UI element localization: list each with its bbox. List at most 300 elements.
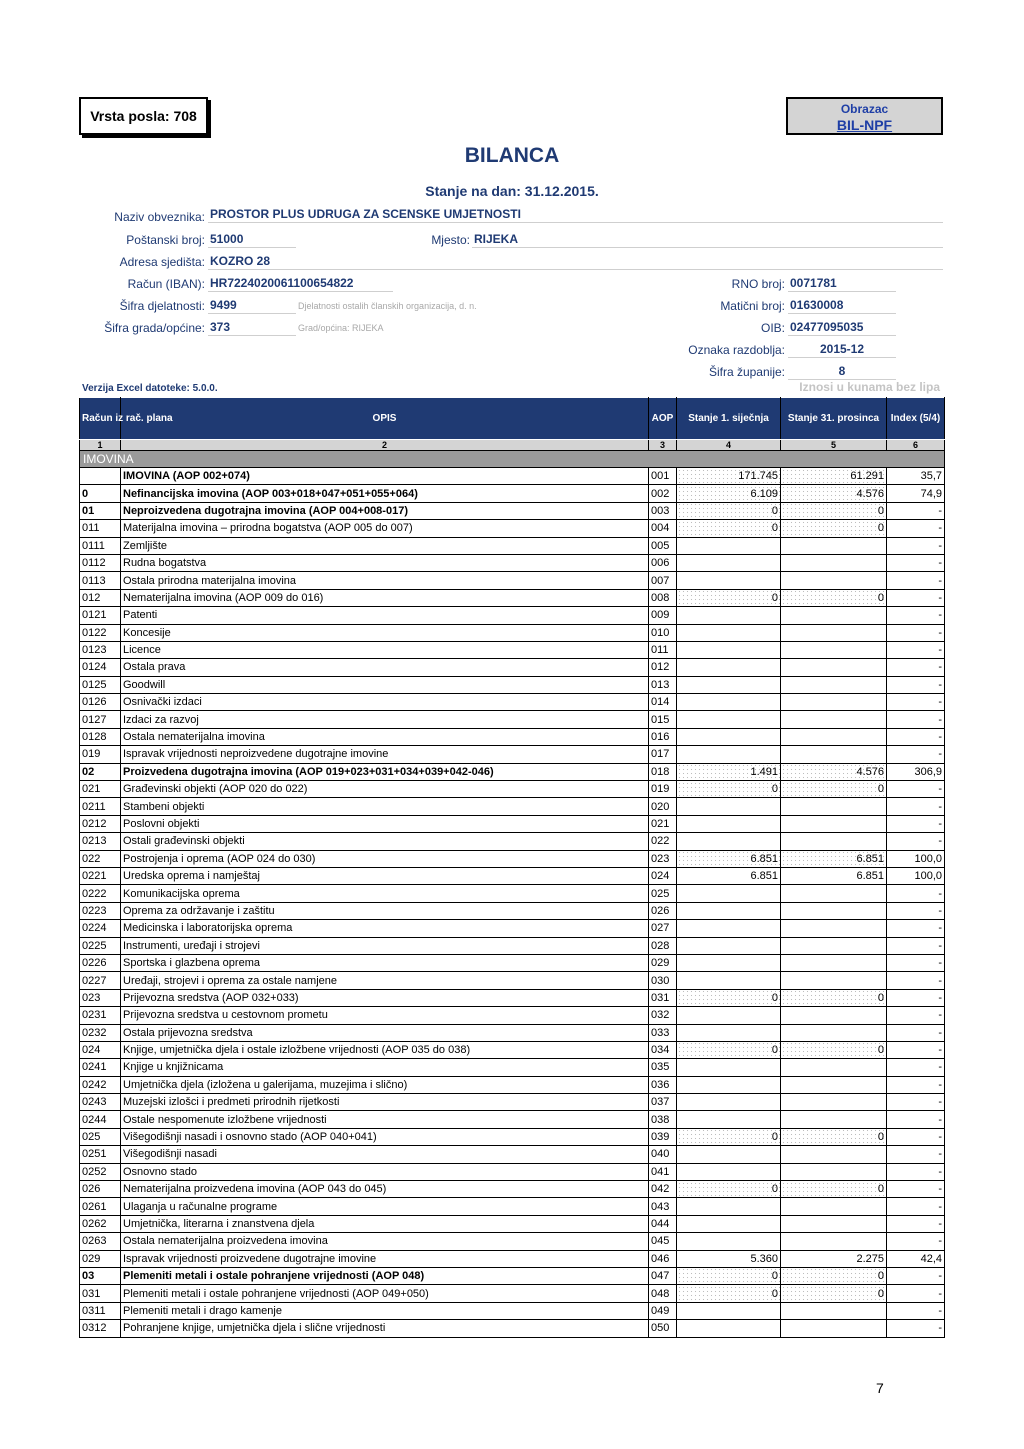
rno-field[interactable]: 0071781 xyxy=(788,275,896,292)
table-row xyxy=(80,624,945,641)
row-aop: 045 xyxy=(649,1233,677,1250)
row-code: 0242 xyxy=(80,1076,121,1093)
row-opis: Licence xyxy=(121,641,649,658)
row-stanje1[interactable]: 0 xyxy=(677,520,781,537)
row-index: - xyxy=(887,1024,945,1041)
row-aop: 030 xyxy=(649,972,677,989)
row-index: - xyxy=(887,502,945,519)
table-row xyxy=(80,1250,945,1267)
djelatnost-field[interactable]: 9499 xyxy=(208,297,296,314)
row-stanje1[interactable] xyxy=(677,833,781,850)
racun-field[interactable]: HR7224020061100654822 xyxy=(208,275,393,292)
row-index: - xyxy=(887,989,945,1006)
row-code: 0121 xyxy=(80,607,121,624)
row-index: - xyxy=(887,798,945,815)
row-stanje31[interactable] xyxy=(781,607,887,624)
row-stanje31[interactable]: 0 xyxy=(781,781,887,798)
row-opis: Prijevozna sredstva (AOP 032+033) xyxy=(121,989,649,1006)
adresa-label: Adresa sjedišta: xyxy=(119,255,205,269)
row-aop: 043 xyxy=(649,1198,677,1215)
row-code: 0124 xyxy=(80,659,121,676)
row-aop: 014 xyxy=(649,694,677,711)
row-index: - xyxy=(887,1007,945,1024)
row-stanje1[interactable] xyxy=(677,694,781,711)
row-stanje31[interactable] xyxy=(781,885,887,902)
naziv-field[interactable]: PROSTOR PLUS UDRUGA ZA SCENSKE UMJETNOSTI xyxy=(208,206,943,223)
colnum-4: 4 xyxy=(677,440,781,451)
row-stanje31[interactable]: 6.851 xyxy=(781,850,887,867)
row-stanje1[interactable] xyxy=(677,885,781,902)
row-stanje1[interactable] xyxy=(677,1233,781,1250)
row-stanje1[interactable]: 0 xyxy=(677,502,781,519)
row-opis: Ostali građevinski objekti xyxy=(121,833,649,850)
row-code: 0263 xyxy=(80,1233,121,1250)
row-code: 029 xyxy=(80,1250,121,1267)
row-stanje1[interactable]: 0 xyxy=(677,1128,781,1145)
row-opis: Koncesije xyxy=(121,624,649,641)
table-row xyxy=(80,1267,945,1284)
row-index: 42,4 xyxy=(887,1250,945,1267)
row-code: 0243 xyxy=(80,1094,121,1111)
row-stanje31[interactable]: 4.576 xyxy=(781,485,887,502)
row-aop: 025 xyxy=(649,885,677,902)
row-stanje31[interactable]: 2.275 xyxy=(781,1250,887,1267)
table-row xyxy=(80,972,945,989)
row-stanje31[interactable]: 4.576 xyxy=(781,763,887,780)
row-stanje31[interactable] xyxy=(781,537,887,554)
row-opis: Prijevozna sredstva u cestovnom prometu xyxy=(121,1007,649,1024)
row-stanje1[interactable] xyxy=(677,798,781,815)
row-stanje1[interactable] xyxy=(677,1007,781,1024)
djelatnost-label: Šifra djelatnosti: xyxy=(119,299,205,313)
row-stanje1[interactable] xyxy=(677,937,781,954)
row-aop: 016 xyxy=(649,728,677,745)
table-row xyxy=(80,798,945,815)
row-stanje1[interactable] xyxy=(677,746,781,763)
row-stanje1[interactable] xyxy=(677,1320,781,1337)
row-stanje31[interactable] xyxy=(781,641,887,658)
table-row xyxy=(80,920,945,937)
header-aop: AOP xyxy=(649,398,677,440)
row-index: - xyxy=(887,1181,945,1198)
row-stanje1[interactable] xyxy=(677,1302,781,1319)
row-index: - xyxy=(887,572,945,589)
row-stanje1[interactable] xyxy=(677,676,781,693)
row-code: 0312 xyxy=(80,1320,121,1337)
row-aop: 034 xyxy=(649,1041,677,1058)
row-index: - xyxy=(887,1302,945,1319)
rno-label: RNO broj: xyxy=(731,277,785,291)
row-code: 0261 xyxy=(80,1198,121,1215)
row-index: 100,0 xyxy=(887,850,945,867)
row-opis: Građevinski objekti (AOP 020 do 022) xyxy=(121,781,649,798)
row-stanje1[interactable] xyxy=(677,902,781,919)
row-opis: Uređaji, strojevi i oprema za ostale namjene xyxy=(121,972,649,989)
row-aop: 038 xyxy=(649,1111,677,1128)
row-aop: 049 xyxy=(649,1302,677,1319)
row-code: 0122 xyxy=(80,624,121,641)
row-stanje31[interactable] xyxy=(781,1094,887,1111)
row-aop: 042 xyxy=(649,1181,677,1198)
row-opis: Plemeniti metali i ostale pohranjene vrijednosti (AOP 049+050) xyxy=(121,1285,649,1302)
row-aop: 008 xyxy=(649,589,677,606)
row-stanje31[interactable] xyxy=(781,1007,887,1024)
row-stanje1[interactable] xyxy=(677,607,781,624)
row-aop: 018 xyxy=(649,763,677,780)
row-aop: 039 xyxy=(649,1128,677,1145)
row-stanje1[interactable]: 1.491 xyxy=(677,763,781,780)
row-index: - xyxy=(887,659,945,676)
page-number: 7 xyxy=(876,1380,884,1396)
row-stanje1[interactable]: 0 xyxy=(677,989,781,1006)
row-index: - xyxy=(887,676,945,693)
header-index: Index (5/4) xyxy=(887,398,945,440)
row-aop: 019 xyxy=(649,781,677,798)
row-index: - xyxy=(887,937,945,954)
row-index: - xyxy=(887,885,945,902)
row-opis: Ostala nematerijalna imovina xyxy=(121,728,649,745)
table-row xyxy=(80,885,945,902)
table-row xyxy=(80,711,945,728)
row-index: - xyxy=(887,833,945,850)
row-code: 0232 xyxy=(80,1024,121,1041)
row-aop: 004 xyxy=(649,520,677,537)
row-stanje31[interactable] xyxy=(781,1111,887,1128)
row-stanje1[interactable]: 0 xyxy=(677,781,781,798)
row-code: 021 xyxy=(80,781,121,798)
row-index: - xyxy=(887,954,945,971)
row-opis: Ostala prijevozna sredstva xyxy=(121,1024,649,1041)
row-opis: Knjige u knjižnicama xyxy=(121,1059,649,1076)
row-stanje1[interactable] xyxy=(677,815,781,832)
row-aop: 035 xyxy=(649,1059,677,1076)
row-stanje1[interactable] xyxy=(677,1163,781,1180)
row-code: 0227 xyxy=(80,972,121,989)
row-opis: Zemljište xyxy=(121,537,649,554)
row-index: - xyxy=(887,589,945,606)
colnum-1: 1 xyxy=(80,440,121,451)
row-stanje31[interactable] xyxy=(781,572,887,589)
obrazac-box xyxy=(786,97,943,135)
row-stanje31[interactable] xyxy=(781,694,887,711)
header-stanje31: Stanje 31. prosinca xyxy=(781,398,887,440)
row-stanje1[interactable] xyxy=(677,1146,781,1163)
row-stanje1[interactable] xyxy=(677,1094,781,1111)
row-index: - xyxy=(887,1128,945,1145)
row-aop: 046 xyxy=(649,1250,677,1267)
colnum-2: 2 xyxy=(121,440,649,451)
row-code: 023 xyxy=(80,989,121,1006)
row-stanje1[interactable]: 6.851 xyxy=(677,867,781,884)
row-opis: Materijalna imovina – prirodna bogatstva (AOP 005 do 007) xyxy=(121,520,649,537)
table-row xyxy=(80,1320,945,1337)
row-code: 0251 xyxy=(80,1146,121,1163)
grad-hint: Grad/općina: RIJEKA xyxy=(298,323,384,333)
row-stanje31[interactable]: 61.291 xyxy=(781,468,887,485)
row-stanje31[interactable]: 0 xyxy=(781,1285,887,1302)
table-row xyxy=(80,1146,945,1163)
row-stanje31[interactable] xyxy=(781,833,887,850)
row-index: - xyxy=(887,1094,945,1111)
row-stanje31[interactable] xyxy=(781,711,887,728)
zupanija-field[interactable]: 8 xyxy=(788,363,896,380)
row-opis: Poslovni objekti xyxy=(121,815,649,832)
row-stanje1[interactable] xyxy=(677,920,781,937)
row-code: 0125 xyxy=(80,676,121,693)
adresa-field[interactable]: KOZRO 28 xyxy=(208,253,943,270)
row-stanje31[interactable] xyxy=(781,937,887,954)
row-stanje1[interactable] xyxy=(677,1215,781,1232)
row-index: - xyxy=(887,1320,945,1337)
row-stanje1[interactable] xyxy=(677,572,781,589)
row-code: 03 xyxy=(80,1267,121,1284)
table-row xyxy=(80,763,945,780)
row-index: - xyxy=(887,1198,945,1215)
row-stanje31[interactable] xyxy=(781,728,887,745)
row-stanje1[interactable]: 0 xyxy=(677,1267,781,1284)
row-stanje1[interactable] xyxy=(677,1059,781,1076)
row-opis: Uredska oprema i namještaj xyxy=(121,867,649,884)
row-opis: Ispravak vrijednosti neproizvedene dugotrajne imovine xyxy=(121,746,649,763)
row-opis: Izdaci za razvoj xyxy=(121,711,649,728)
row-aop: 044 xyxy=(649,1215,677,1232)
row-opis: Patenti xyxy=(121,607,649,624)
row-stanje31[interactable] xyxy=(781,1320,887,1337)
table-row xyxy=(80,520,945,537)
grad-label: Šifra grada/općine: xyxy=(104,321,205,335)
maticni-label: Matični broj: xyxy=(720,299,785,313)
row-code: 0225 xyxy=(80,937,121,954)
row-code: 011 xyxy=(80,520,121,537)
row-stanje1[interactable]: 6.109 xyxy=(677,485,781,502)
row-stanje1[interactable]: 0 xyxy=(677,1285,781,1302)
row-stanje1[interactable] xyxy=(677,1111,781,1128)
row-index: - xyxy=(887,920,945,937)
row-stanje1[interactable] xyxy=(677,954,781,971)
row-index: 35,7 xyxy=(887,468,945,485)
row-opis: Osnivački izdaci xyxy=(121,694,649,711)
row-code: 0127 xyxy=(80,711,121,728)
row-opis: Nefinancijska imovina (AOP 003+018+047+051+055+064) xyxy=(121,485,649,502)
row-stanje31[interactable]: 0 xyxy=(781,1181,887,1198)
row-stanje31[interactable] xyxy=(781,920,887,937)
row-aop: 040 xyxy=(649,1146,677,1163)
row-aop: 011 xyxy=(649,641,677,658)
row-code: 0123 xyxy=(80,641,121,658)
header-stanje1: Stanje 1. siječnja xyxy=(677,398,781,440)
row-stanje31[interactable] xyxy=(781,1215,887,1232)
row-stanje1[interactable] xyxy=(677,624,781,641)
row-opis: Muzejski izlošci i predmeti prirodnih rijetkosti xyxy=(121,1094,649,1111)
row-code: 0213 xyxy=(80,833,121,850)
row-stanje31[interactable] xyxy=(781,554,887,571)
row-stanje31[interactable] xyxy=(781,1163,887,1180)
mjesto-field[interactable]: RIJEKA xyxy=(472,231,943,248)
row-stanje31[interactable] xyxy=(781,815,887,832)
row-index: - xyxy=(887,1267,945,1284)
oib-label: OIB: xyxy=(760,321,785,335)
row-stanje31[interactable] xyxy=(781,624,887,641)
row-opis: Višegodišnji nasadi i osnovno stado (AOP 040+041) xyxy=(121,1128,649,1145)
row-code: 0223 xyxy=(80,902,121,919)
row-aop: 041 xyxy=(649,1163,677,1180)
row-stanje31[interactable] xyxy=(781,972,887,989)
row-aop: 050 xyxy=(649,1320,677,1337)
row-index: 100,0 xyxy=(887,867,945,884)
row-opis: Nematerijalna proizvedena imovina (AOP 043 do 045) xyxy=(121,1181,649,1198)
page-title: BILANCA xyxy=(464,144,560,167)
row-opis: Ostala prirodna materijalna imovina xyxy=(121,572,649,589)
row-aop: 002 xyxy=(649,485,677,502)
row-code: 0252 xyxy=(80,1163,121,1180)
row-opis: Oprema za održavanje i zaštitu xyxy=(121,902,649,919)
row-stanje31[interactable]: 0 xyxy=(781,1041,887,1058)
row-index: - xyxy=(887,1215,945,1232)
row-stanje31[interactable]: 0 xyxy=(781,1267,887,1284)
row-code: 022 xyxy=(80,850,121,867)
row-stanje31[interactable] xyxy=(781,1302,887,1319)
row-code: 031 xyxy=(80,1285,121,1302)
row-index: - xyxy=(887,1059,945,1076)
table-row xyxy=(80,1163,945,1180)
table-row xyxy=(80,1024,945,1041)
table-row xyxy=(80,1094,945,1111)
table-row xyxy=(80,815,945,832)
mjesto-label: Mjesto: xyxy=(431,233,470,247)
row-stanje1[interactable] xyxy=(677,659,781,676)
table-row xyxy=(80,1076,945,1093)
row-index: - xyxy=(887,1076,945,1093)
row-stanje1[interactable] xyxy=(677,711,781,728)
row-index: - xyxy=(887,1163,945,1180)
table-row xyxy=(80,676,945,693)
row-stanje31[interactable] xyxy=(781,746,887,763)
row-code: 025 xyxy=(80,1128,121,1145)
row-stanje1[interactable] xyxy=(677,537,781,554)
row-stanje1[interactable]: 6.851 xyxy=(677,850,781,867)
row-stanje1[interactable] xyxy=(677,728,781,745)
colnum-3: 3 xyxy=(649,440,677,451)
razdoblje-field[interactable]: 2015-12 xyxy=(788,341,896,358)
row-stanje31[interactable]: 0 xyxy=(781,589,887,606)
row-stanje31[interactable] xyxy=(781,1024,887,1041)
row-stanje1[interactable] xyxy=(677,972,781,989)
row-aop: 036 xyxy=(649,1076,677,1093)
table-row xyxy=(80,1041,945,1058)
vrsta-posla-label: Vrsta posla: 708 xyxy=(90,108,197,124)
row-code: 01 xyxy=(80,502,121,519)
row-opis: Goodwill xyxy=(121,676,649,693)
row-opis: Pohranjene knjige, umjetnička djela i slične vrijednosti xyxy=(121,1320,649,1337)
row-stanje31[interactable] xyxy=(781,1059,887,1076)
row-stanje31[interactable] xyxy=(781,1146,887,1163)
maticni-field[interactable]: 01630008 xyxy=(788,297,896,314)
row-stanje1[interactable]: 0 xyxy=(677,589,781,606)
zupanija-label: Šifra županije: xyxy=(708,365,785,379)
table-row xyxy=(80,746,945,763)
table-row xyxy=(80,572,945,589)
table-row xyxy=(80,728,945,745)
row-aop: 007 xyxy=(649,572,677,589)
row-stanje31[interactable] xyxy=(781,1198,887,1215)
row-aop: 028 xyxy=(649,937,677,954)
row-stanje1[interactable] xyxy=(677,1024,781,1041)
row-code: 019 xyxy=(80,746,121,763)
row-stanje1[interactable]: 171.745 xyxy=(677,468,781,485)
row-stanje31[interactable]: 0 xyxy=(781,989,887,1006)
oib-field[interactable]: 02477095035 xyxy=(788,319,896,336)
row-opis: Ispravak vrijednosti proizvedene dugotrajne imovine xyxy=(121,1250,649,1267)
row-stanje31[interactable] xyxy=(781,902,887,919)
table-row xyxy=(80,659,945,676)
row-stanje1[interactable] xyxy=(677,641,781,658)
row-stanje1[interactable]: 5.360 xyxy=(677,1250,781,1267)
row-stanje31[interactable]: 0 xyxy=(781,502,887,519)
row-stanje1[interactable] xyxy=(677,554,781,571)
row-index: - xyxy=(887,902,945,919)
row-stanje1[interactable] xyxy=(677,1076,781,1093)
table-row xyxy=(80,468,945,485)
row-stanje31[interactable]: 0 xyxy=(781,520,887,537)
row-stanje31[interactable] xyxy=(781,1233,887,1250)
row-stanje31[interactable]: 6.851 xyxy=(781,867,887,884)
row-stanje31[interactable]: 0 xyxy=(781,1128,887,1145)
table-row xyxy=(80,589,945,606)
row-code: 0244 xyxy=(80,1111,121,1128)
row-opis: Knjige, umjetnička djela i ostale izložbene vrijednosti (AOP 035 do 038) xyxy=(121,1041,649,1058)
row-code: 012 xyxy=(80,589,121,606)
row-stanje31[interactable] xyxy=(781,954,887,971)
row-opis: Postrojenja i oprema (AOP 024 do 030) xyxy=(121,850,649,867)
row-opis: Neproizvedena dugotrajna imovina (AOP 004+008-017) xyxy=(121,502,649,519)
row-stanje1[interactable]: 0 xyxy=(677,1041,781,1058)
row-aop: 031 xyxy=(649,989,677,1006)
row-index: - xyxy=(887,746,945,763)
row-stanje31[interactable] xyxy=(781,798,887,815)
row-code: 026 xyxy=(80,1181,121,1198)
row-stanje31[interactable] xyxy=(781,1076,887,1093)
row-stanje1[interactable] xyxy=(677,1198,781,1215)
row-opis: Medicinska i laboratorijska oprema xyxy=(121,920,649,937)
table-row xyxy=(80,641,945,658)
row-index: - xyxy=(887,781,945,798)
row-code: 0222 xyxy=(80,885,121,902)
row-aop: 023 xyxy=(649,850,677,867)
row-aop: 048 xyxy=(649,1285,677,1302)
row-opis: Plemeniti metali i drago kamenje xyxy=(121,1302,649,1319)
row-index: - xyxy=(887,1285,945,1302)
grad-field[interactable]: 373 xyxy=(208,319,296,336)
table-row xyxy=(80,781,945,798)
row-aop: 015 xyxy=(649,711,677,728)
table-row xyxy=(80,1285,945,1302)
table-row xyxy=(80,607,945,624)
row-opis: Sportska i glazbena oprema xyxy=(121,954,649,971)
row-index: - xyxy=(887,1146,945,1163)
racun-label: Račun (IBAN): xyxy=(127,277,205,291)
row-aop: 010 xyxy=(649,624,677,641)
postanski-field[interactable]: 51000 xyxy=(208,231,296,248)
row-stanje31[interactable] xyxy=(781,659,887,676)
row-stanje31[interactable] xyxy=(781,676,887,693)
row-code: 0224 xyxy=(80,920,121,937)
row-stanje1[interactable]: 0 xyxy=(677,1181,781,1198)
row-opis: Višegodišnji nasadi xyxy=(121,1146,649,1163)
row-code: 0126 xyxy=(80,694,121,711)
row-aop: 003 xyxy=(649,502,677,519)
row-opis: Plemeniti metali i ostale pohranjene vrijednosti (AOP 048) xyxy=(121,1267,649,1284)
row-index: - xyxy=(887,728,945,745)
